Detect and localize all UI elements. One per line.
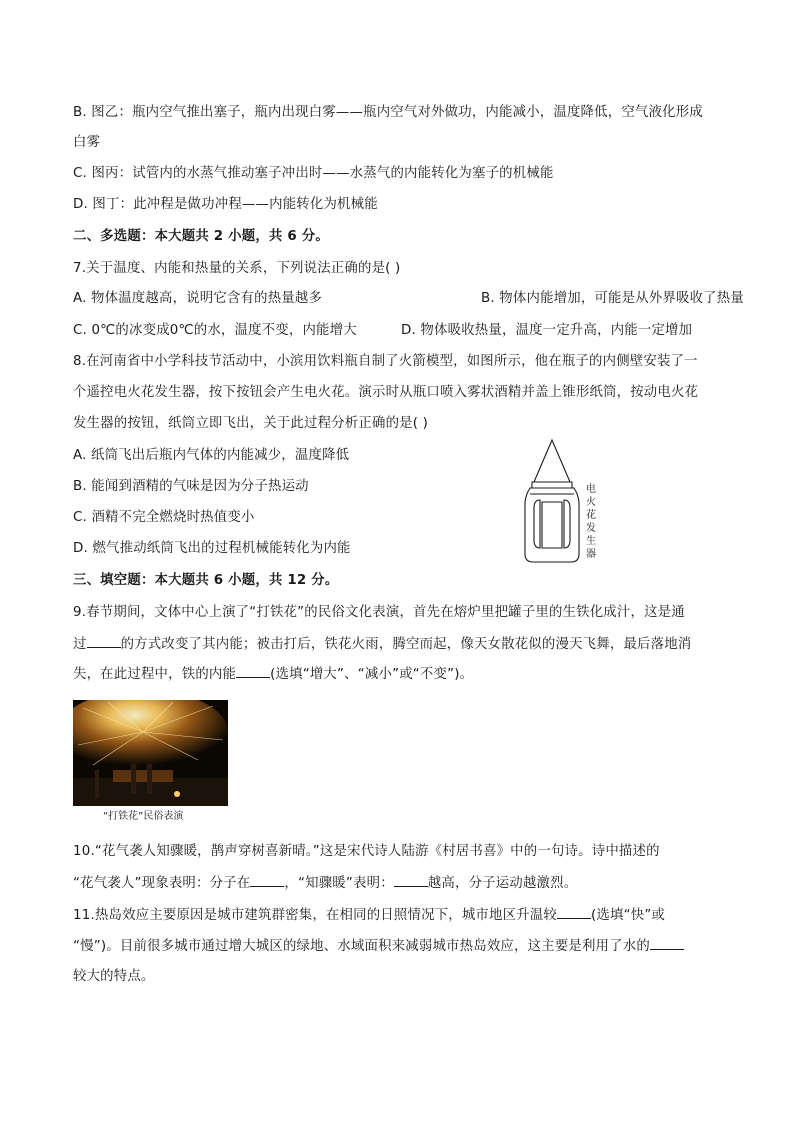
q9-line3-b: (选填“增大”、“减小”或“不变”)。 xyxy=(270,667,474,682)
q8-option-a: A. 纸筒飞出后瓶内气体的内能减少，温度降低 xyxy=(73,448,350,463)
answer-blank[interactable] xyxy=(236,665,270,678)
q10-line2-a: “花气袭人”现象表明：分子在 xyxy=(73,876,251,891)
bottle-window xyxy=(542,502,562,548)
q11-line3: 较大的特点。 xyxy=(73,969,155,984)
q7-options-row2 xyxy=(73,322,723,340)
q10-line2 xyxy=(73,874,577,893)
q7-option-c: C. 0℃的冰变成0℃的水，温度不变，内能增大 xyxy=(73,323,357,338)
q8-option-d: D. 燃气推动纸筒飞出的过程机械能转化为内能 xyxy=(73,541,351,556)
section2-header: 二、多选题：本大题共 2 小题，共 6 分。 xyxy=(73,229,329,244)
iron-flower-photo xyxy=(73,700,228,806)
q11-line1 xyxy=(73,906,665,925)
q7-stem: 7.关于温度、内能和热量的关系，下列说法正确的是( ) xyxy=(73,261,401,276)
q10-line2-c: 越高，分子运动越激烈。 xyxy=(427,876,578,891)
q8-option-c: C. 酒精不完全燃烧时热值变小 xyxy=(73,510,255,525)
q8-stem-line2: 个遥控电火花发生器，按下按钮会产生电火花。演示时从瓶口喷入雾状酒精并盖上锥形纸筒，按动电火花 xyxy=(73,385,699,400)
figure-label-char: 生 xyxy=(586,536,596,547)
q11-line1-b: (选填“快”或 xyxy=(590,908,666,923)
figure-label-char: 器 xyxy=(586,549,596,560)
q6-option-b-line1: B. 图乙：瓶内空气推出塞子，瓶内出现白雾——瓶内空气对外做功，内能减小，温度降低，空气液化形成 xyxy=(73,105,703,120)
bottle-rib-right xyxy=(564,500,570,548)
paper-cone xyxy=(534,440,570,482)
figure-label-char: 花 xyxy=(586,510,596,521)
q7-option-b: B. 物体内能增加，可能是从外界吸收了热量 xyxy=(481,291,744,306)
q8-stem-line1: 8.在河南省中小学科技节活动中，小滨用饮料瓶自制了火箭模型，如图所示，他在瓶子的内侧壁安装了一 xyxy=(73,354,698,369)
q6-option-c: C. 图丙：试管内的水蒸气推动塞子冲出时——水蒸气的内能转化为塞子的机械能 xyxy=(73,166,554,181)
rocket-model-figure xyxy=(508,438,618,568)
q9-line3 xyxy=(73,665,473,684)
photo-caption: “打铁花”民俗表演 xyxy=(103,811,184,822)
q9-line2-b: 的方式改变了其内能；被击打后，铁花火雨，腾空而起，像天女散花似的漫天飞舞，最后落地消 xyxy=(120,637,692,652)
answer-blank[interactable] xyxy=(650,937,684,950)
answer-blank[interactable] xyxy=(250,874,284,887)
q11-line2 xyxy=(73,937,684,956)
iron-flower-illustration xyxy=(73,700,228,806)
q7-option-a: A. 物体温度越高，说明它含有的热量越多 xyxy=(73,291,323,306)
q8-option-b: B. 能闻到酒精的气味是因为分子热运动 xyxy=(73,479,309,494)
bottle-rib-left xyxy=(534,500,540,548)
q6-option-d: D. 图丁：此冲程是做功冲程——内能转化为机械能 xyxy=(73,197,378,212)
answer-blank[interactable] xyxy=(394,874,428,887)
q10-line2-b: ，“知骤暖”表明： xyxy=(284,876,394,891)
figure-label-char: 电 xyxy=(586,484,596,495)
answer-blank[interactable] xyxy=(87,635,121,648)
figure-label-char: 火 xyxy=(586,497,596,508)
q8-stem-line3: 发生器的按钮，纸筒立即飞出，关于此过程分析正确的是( ) xyxy=(73,416,429,431)
q9-line2 xyxy=(73,635,691,654)
q7-options-row1 xyxy=(73,290,744,308)
q9-line2-a: 过 xyxy=(73,637,87,652)
bottle-neck xyxy=(532,482,572,488)
section3-header: 三、填空题：本大题共 6 小题，共 12 分。 xyxy=(73,573,339,588)
q9-line3-a: 失，在此过程中，铁的内能 xyxy=(73,667,237,682)
bottle-body xyxy=(525,488,579,562)
q10-line1: 10.“花气袭人知骤暖，鹊声穿树喜新晴。”这是宋代诗人陆游《村居书喜》中的一句诗。诗中描述的 xyxy=(73,844,660,859)
answer-blank[interactable] xyxy=(557,906,591,919)
q6-option-b-line2: 白雾 xyxy=(73,135,101,150)
q9-line1: 9.春节期间，文体中心上演了“打铁花”的民俗文化表演，首先在熔炉里把罐子里的生铁化成汁，这是通 xyxy=(73,605,685,620)
q11-line1-a: 11.热岛效应主要原因是城市建筑群密集，在相同的日照情况下，城市地区升温较 xyxy=(73,908,557,923)
q7-option-d: D. 物体吸收热量，温度一定升高，内能一定增加 xyxy=(401,323,693,338)
q11-line2-a: “慢”)。目前很多城市通过增大城区的绿地、水域面积来减弱城市热岛效应，这主要是利用了水的 xyxy=(73,939,650,954)
figure-label-char: 发 xyxy=(586,523,596,534)
